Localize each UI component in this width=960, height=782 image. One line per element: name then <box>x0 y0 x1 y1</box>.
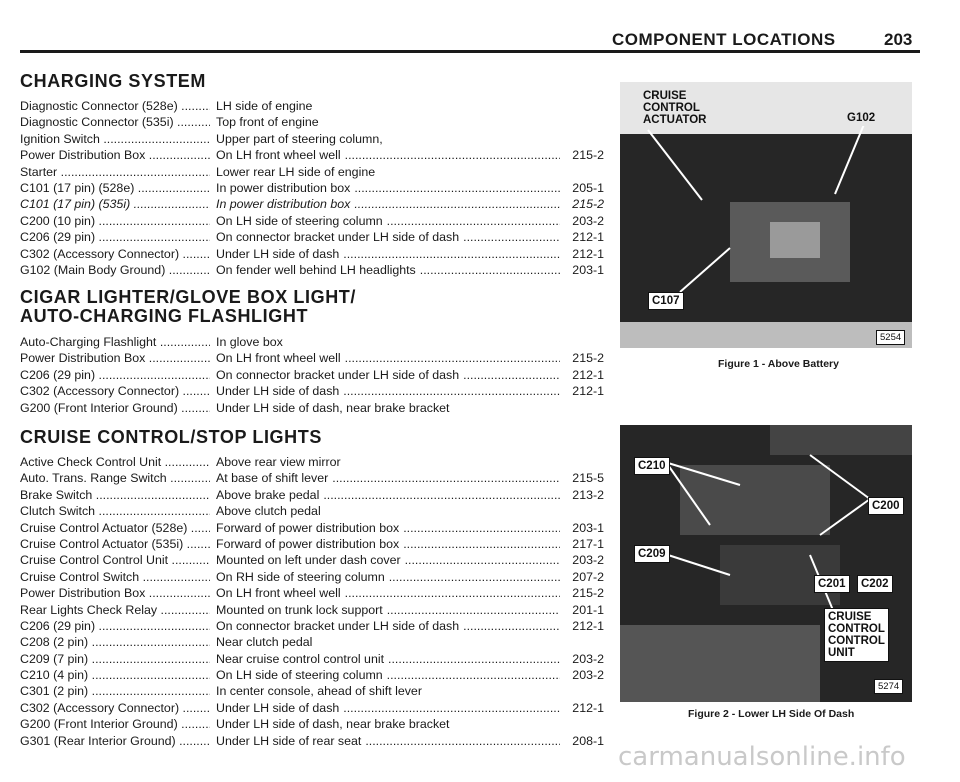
component-entry <box>20 131 610 147</box>
component-entry <box>20 552 610 568</box>
page-reference: 205-1 <box>572 180 604 195</box>
heading-line: AUTO-CHARGING FLASHLIGHT <box>20 306 309 326</box>
component-name: Diagnostic Connector (535i) ..... <box>20 114 210 130</box>
label-c200: C200 <box>868 497 904 515</box>
watermark: carmanualsonline.info <box>618 742 906 772</box>
label-c107: C107 <box>648 292 684 310</box>
component-name: C101 (17 pin) (528e) ..... <box>20 180 210 196</box>
label-line: UNIT <box>828 647 855 659</box>
entries-cigar-lighter <box>20 334 610 416</box>
page-reference: 201-1 <box>572 602 604 617</box>
entries-charging <box>20 98 610 278</box>
page-reference: 212-1 <box>572 230 604 245</box>
page-reference: 203-1 <box>572 520 604 535</box>
page-reference <box>560 683 610 699</box>
page-reference <box>560 114 610 130</box>
label-cruise-control-actuator <box>640 88 709 128</box>
page-reference: 203-2 <box>572 668 604 683</box>
component-name: C302 (Accessory Connector) ..... <box>20 700 210 716</box>
component-name: G200 (Front Interior Ground) ..... <box>20 716 210 732</box>
component-name: Cruise Control Switch ..... <box>20 569 210 585</box>
component-name: Ignition Switch ..... <box>20 131 210 147</box>
component-location: On connector bracket under LH side of dash <box>216 618 460 633</box>
component-name: Diagnostic Connector (528e) ..... <box>20 98 210 114</box>
component-entry <box>20 487 610 503</box>
heading-line: CIGAR LIGHTER/GLOVE BOX LIGHT/ <box>20 287 357 307</box>
heading-line: CHARGING SYSTEM <box>20 71 207 91</box>
component-name: Auto. Trans. Range Switch ..... <box>20 470 210 486</box>
component-entry <box>20 334 610 350</box>
component-location: Above rear view mirror <box>216 455 341 469</box>
page-reference: 212-1 <box>572 246 604 261</box>
component-location: Near clutch pedal <box>216 635 313 650</box>
page-reference <box>560 98 610 114</box>
page-reference <box>560 164 610 180</box>
section-heading-cigar-lighter <box>20 288 356 326</box>
page-reference <box>560 454 610 470</box>
component-name: Auto-Charging Flashlight ..... <box>20 334 210 350</box>
component-entry <box>20 114 610 130</box>
component-location: At base of shift lever <box>216 471 329 486</box>
label-c209: C209 <box>634 545 670 563</box>
figure-1-caption: Figure 1 - Above Battery <box>718 358 839 370</box>
page-reference: 215-2 <box>572 148 604 163</box>
component-entry <box>20 716 610 732</box>
page-number: 203 <box>884 30 913 49</box>
page-reference: 207-2 <box>572 569 604 584</box>
component-location: Under LH side of dash, near brake bracket <box>216 400 450 415</box>
page-reference: 203-2 <box>572 553 604 568</box>
section-heading-charging <box>20 72 206 91</box>
page-reference <box>560 634 610 650</box>
component-location: Above brake pedal <box>216 487 320 502</box>
component-name: G301 (Rear Interior Ground) ..... <box>20 733 210 749</box>
label-c202: C202 <box>857 575 893 593</box>
component-location: Under LH side of dash <box>216 384 340 399</box>
pointer-line <box>835 122 865 194</box>
page-reference: 203-2 <box>572 213 604 228</box>
label-line: CONTROL <box>828 635 885 647</box>
component-name: C301 (2 pin) ..... <box>20 683 210 699</box>
component-location: On connector bracket under LH side of dash <box>216 367 460 382</box>
figure-2-photo <box>620 425 912 702</box>
page-reference: 212-1 <box>572 367 604 382</box>
page-reference: 203-1 <box>572 262 604 277</box>
component-location: In center console, ahead of shift lever <box>216 684 422 699</box>
page-reference: 217-1 <box>572 536 604 551</box>
figure-1-photo <box>620 82 912 348</box>
component-location: On RH side of steering column <box>216 569 385 584</box>
component-name: Power Distribution Box ..... <box>20 147 210 163</box>
label-line: CRUISE <box>643 90 687 102</box>
label-c210: C210 <box>634 457 670 475</box>
component-location: On LH side of steering column <box>216 668 383 683</box>
component-entry <box>20 569 610 585</box>
page-reference: 212-1 <box>572 618 604 633</box>
component-name: G200 (Front Interior Ground) ..... <box>20 400 210 416</box>
component-entry <box>20 246 610 262</box>
component-location: Mounted on left under dash cover <box>216 553 401 568</box>
component-entry <box>20 634 610 650</box>
component-entry <box>20 536 610 552</box>
pointer-line <box>648 130 702 200</box>
pointer-line <box>810 455 870 499</box>
component-name: Brake Switch ..... <box>20 487 210 503</box>
component-name: C210 (4 pin) ..... <box>20 667 210 683</box>
page-reference: 212-1 <box>572 384 604 399</box>
component-name: C206 (29 pin) ..... <box>20 367 210 383</box>
component-entry <box>20 470 610 486</box>
component-entry <box>20 383 610 399</box>
component-entry <box>20 651 610 667</box>
component-entry <box>20 98 610 114</box>
label-c201: C201 <box>814 575 850 593</box>
pointer-line <box>668 555 730 575</box>
component-location: Under LH side of dash <box>216 246 340 261</box>
page-reference <box>560 334 610 350</box>
component-name: C209 (7 pin) ..... <box>20 651 210 667</box>
label-cruise-control-unit <box>824 608 889 662</box>
component-entry <box>20 700 610 716</box>
component-location: Under LH side of dash <box>216 700 340 715</box>
component-location: Forward of power distribution box <box>216 536 400 551</box>
page-reference: 203-2 <box>572 651 604 666</box>
component-location: LH side of engine <box>216 99 313 113</box>
component-location: On LH front wheel well <box>216 148 341 163</box>
component-name: Active Check Control Unit ..... <box>20 454 210 470</box>
component-entry <box>20 367 610 383</box>
page-reference <box>560 716 610 732</box>
component-entry <box>20 667 610 683</box>
component-entry <box>20 229 610 245</box>
page-reference: 208-1 <box>572 733 604 748</box>
component-name: Power Distribution Box ..... <box>20 350 210 366</box>
component-location: On LH side of steering column <box>216 213 383 228</box>
component-name: C200 (10 pin) ..... <box>20 213 210 229</box>
component-entry <box>20 520 610 536</box>
component-name: Clutch Switch ..... <box>20 503 210 519</box>
component-name: C206 (29 pin) ..... <box>20 229 210 245</box>
photo-number: 5274 <box>874 679 903 694</box>
component-name: G102 (Main Body Ground) ..... <box>20 262 210 278</box>
header-title: COMPONENT LOCATIONS <box>612 30 836 49</box>
component-location: Under LH side of rear seat <box>216 733 362 748</box>
component-name: C101 (17 pin) (535i) ..... <box>20 196 210 212</box>
component-location: In power distribution box <box>216 197 351 212</box>
component-entry <box>20 350 610 366</box>
page-reference: 215-2 <box>572 351 604 366</box>
component-entry <box>20 602 610 618</box>
component-entry <box>20 618 610 634</box>
component-name: Cruise Control Control Unit ..... <box>20 552 210 568</box>
component-location: On fender well behind LH headlights <box>216 262 416 277</box>
page-reference <box>560 131 610 147</box>
page-reference: 215-2 <box>572 197 604 212</box>
page-reference: 212-1 <box>572 700 604 715</box>
component-entry <box>20 196 610 212</box>
component-name: Power Distribution Box ..... <box>20 585 210 601</box>
page-reference: 215-2 <box>572 586 604 601</box>
page-reference: 213-2 <box>572 487 604 502</box>
component-entry <box>20 585 610 601</box>
component-entry <box>20 213 610 229</box>
component-location: Above clutch pedal <box>216 504 321 519</box>
section-heading-cruise-control <box>20 428 322 447</box>
pointer-line <box>680 248 730 292</box>
component-entry <box>20 180 610 196</box>
component-name: Cruise Control Actuator (535i) ..... <box>20 536 210 552</box>
label-line: CRUISE <box>828 611 872 623</box>
component-location: In glove box <box>216 335 283 349</box>
photo-number: 5254 <box>876 330 905 345</box>
component-location: On LH front wheel well <box>216 586 341 601</box>
component-location: In power distribution box <box>216 180 351 195</box>
component-location: Mounted on trunk lock support <box>216 602 383 617</box>
heading-line: CRUISE CONTROL/STOP LIGHTS <box>20 427 322 447</box>
header-rule <box>20 50 920 53</box>
entries-cruise-control <box>20 454 610 749</box>
component-location: Upper part of steering column, <box>216 131 383 146</box>
component-name: Rear Lights Check Relay ..... <box>20 602 210 618</box>
component-name: C206 (29 pin) ..... <box>20 618 210 634</box>
label-line: CONTROL <box>643 102 700 114</box>
component-name: Cruise Control Actuator (528e) ..... <box>20 520 210 536</box>
component-entry <box>20 683 610 699</box>
component-location: On LH front wheel well <box>216 351 341 366</box>
figure-2-caption: Figure 2 - Lower LH Side Of Dash <box>688 708 855 720</box>
page-reference <box>560 400 610 416</box>
page-reference <box>560 503 610 519</box>
label-line: ACTUATOR <box>643 114 707 126</box>
pointer-line <box>820 499 870 535</box>
component-location: Top front of engine <box>216 115 319 130</box>
component-location: Under LH side of dash, near brake bracket <box>216 717 450 732</box>
component-name: C208 (2 pin) ..... <box>20 634 210 650</box>
component-entry <box>20 262 610 278</box>
component-location: Lower rear LH side of engine <box>216 164 376 179</box>
component-name: Starter ..... <box>20 164 210 180</box>
component-entry <box>20 400 610 416</box>
label-g102: G102 <box>844 110 878 126</box>
component-entry <box>20 454 610 470</box>
component-name: C302 (Accessory Connector) ..... <box>20 246 210 262</box>
label-line: CONTROL <box>828 623 885 635</box>
component-entry <box>20 164 610 180</box>
component-name: C302 (Accessory Connector) ..... <box>20 383 210 399</box>
page-reference: 215-5 <box>572 471 604 486</box>
component-location: Near cruise control control unit <box>216 651 385 666</box>
component-entry <box>20 147 610 163</box>
component-location: Forward of power distribution box <box>216 520 400 535</box>
component-entry <box>20 503 610 519</box>
component-entry <box>20 733 610 749</box>
component-location: On connector bracket under LH side of dash <box>216 230 460 245</box>
